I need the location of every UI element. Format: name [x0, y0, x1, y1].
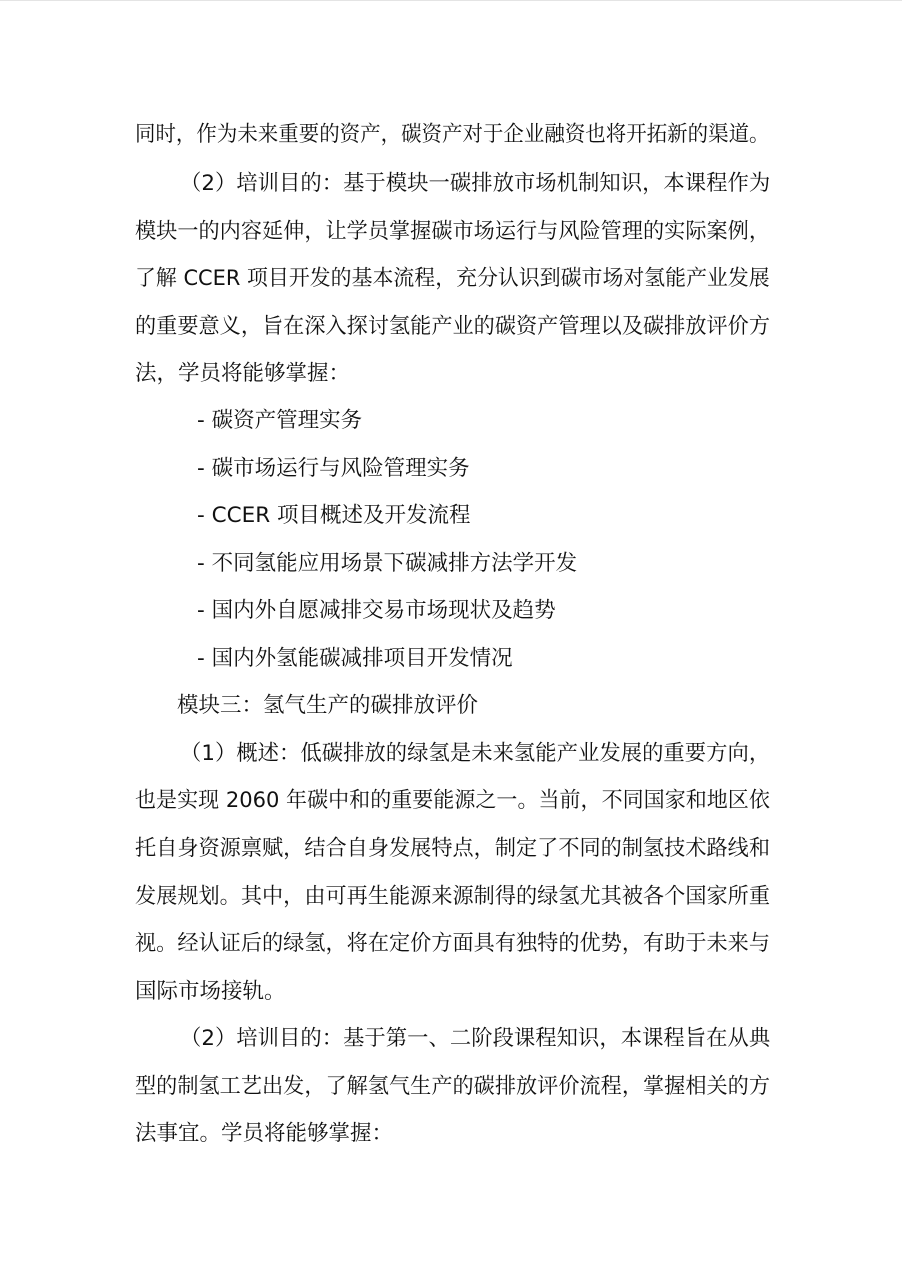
- body-line: 国际市场接轨。: [135, 979, 286, 1004]
- list-item: - 碳市场运行与风险管理实务: [197, 456, 470, 481]
- body-line: （2）培训目的：基于模块一碳排放市场机制知识，本课程作为: [180, 171, 771, 196]
- body-line: 了解 CCER 项目开发的基本流程，充分认识到碳市场对氢能产业发展: [135, 266, 770, 291]
- page-top-border: [0, 0, 902, 1]
- body-line: （2）培训目的：基于第一、二阶段课程知识，本课程旨在从典: [180, 1026, 771, 1051]
- body-line: 也是实现 2060 年碳中和的重要能源之一。当前，不同国家和地区依: [135, 788, 770, 813]
- section-heading: 模块三：氢气生产的碳排放评价: [177, 693, 479, 718]
- body-line: 同时，作为未来重要的资产，碳资产对于企业融资也将开拓新的渠道。: [135, 122, 770, 147]
- body-line: 托自身资源禀赋，结合自身发展特点，制定了不同的制氢技术路线和: [135, 836, 771, 861]
- list-item: - 国内外自愿减排交易市场现状及趋势: [197, 598, 556, 623]
- body-line: 发展规划。其中，由可再生能源来源制得的绿氢尤其被各个国家所重: [135, 884, 771, 909]
- body-line: 视。经认证后的绿氢，将在定价方面具有独特的优势，有助于未来与: [135, 931, 771, 956]
- body-line: 模块一的内容延伸，让学员掌握碳市场运行与风险管理的实际案例，: [135, 219, 771, 244]
- list-item: - 不同氢能应用场景下碳减排方法学开发: [197, 551, 578, 576]
- body-line: （1）概述：低碳排放的绿氢是未来氢能产业发展的重要方向，: [180, 741, 771, 766]
- body-line: 的重要意义，旨在深入探讨氢能产业的碳资产管理以及碳排放评价方: [135, 314, 771, 339]
- body-line: 法，学员将能够掌握：: [135, 361, 351, 386]
- body-line: 法事宜。学员将能够掌握：: [135, 1121, 394, 1146]
- body-line: 型的制氢工艺出发，了解氢气生产的碳排放评价流程，掌握相关的方: [135, 1074, 771, 1099]
- list-item: - CCER 项目概述及开发流程: [197, 503, 471, 528]
- list-item: - 碳资产管理实务: [197, 408, 363, 433]
- list-item: - 国内外氢能碳减排项目开发情况: [197, 646, 513, 671]
